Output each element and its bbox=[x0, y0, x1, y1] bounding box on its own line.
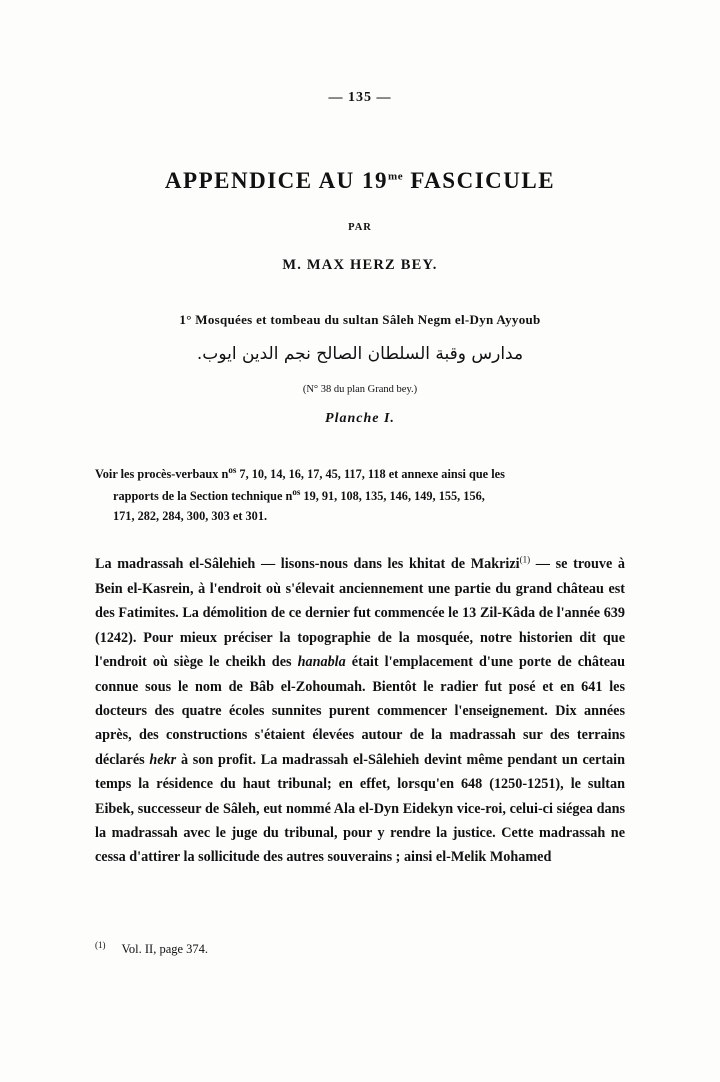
references-line2-sup: os bbox=[292, 486, 301, 497]
body-paragraph bbox=[95, 552, 625, 869]
footnote-reference: (1) bbox=[519, 554, 531, 565]
plan-note: (N° 38 du plan Grand bey.) bbox=[302, 383, 418, 395]
references-line2-wrap bbox=[95, 485, 625, 507]
footnote-text: Vol. II, page 374. bbox=[121, 942, 209, 957]
title-superscript: me bbox=[388, 170, 404, 183]
references-line1: Voir les procès-verbaux n bbox=[95, 466, 229, 481]
body-part1: La madrassah el-Sâlehieh — lisons-nous dans les khitat de Makrizi bbox=[95, 556, 520, 573]
footnote bbox=[95, 940, 625, 957]
footnote-marker: (1) bbox=[95, 940, 106, 950]
arabic-title: مدارس وقبة السلطان الصالح نجم الدين ايوب. bbox=[196, 344, 524, 364]
body-italic-hekr: hekr bbox=[149, 751, 177, 768]
page-number: — 135 — bbox=[328, 90, 392, 105]
section-heading: 1° Mosquées et tombeau du sultan Sâleh Negm el-Dyn Ayyoub bbox=[179, 312, 541, 327]
references-line2: rapports de la Section technique n bbox=[113, 488, 293, 503]
title-tail: FASCICULE bbox=[410, 168, 556, 193]
par-label: PAR bbox=[348, 222, 372, 233]
body-part4: à son profit. La madrassah el-Sâlehieh devint même pendant un certain temps la résidence du haut tribunal; en effet, lorsqu'en 648 (1250-1251), le sultan Eibek, successeur de Sâleh, eut nommé Ala el-Dyn Eidekyn vice-roi, celui-ci siégea dans la madrassah avec le juge du tribunal, pour y rendre la justice. Cette madrassah ne cessa d'attirer la sollicitude des autres souverains ; ainsi el-Melik Mohamed bbox=[95, 751, 625, 866]
references-line3: 171, 282, 284, 300, 303 et 301. bbox=[113, 508, 268, 523]
body-italic-hanabla: hanabla bbox=[297, 654, 346, 671]
body-part3: était l'emplacement d'une porte de château connue sous le nom de Bâb el-Zohoumah. Bientôt le radier fut posé et en 641 les docteurs des quatre écoles sunnites purent commencer l'enseignement. Dix années après, des constructions s'étaient élevées autour de la madrassah sur des terrains déclarés bbox=[95, 654, 625, 768]
body-part2: — se trouve à Bein el-Kasrein, à l'endroit où s'élevait anciennement une partie du grand château est des Fatimites. La démolition de ce dernier fut commencée le 13 Zil-Kâda de l'année 639 (1242). Pour mieux préciser la topographie de la mosquée, notre historien dit que l'endroit où siège le cheikh des bbox=[95, 556, 625, 671]
page-title bbox=[95, 168, 625, 194]
references-block bbox=[95, 463, 625, 527]
references-line1-sup: os bbox=[228, 464, 237, 475]
author-name: M. MAX HERZ BEY. bbox=[282, 257, 438, 273]
title-main: APPENDICE AU 19 bbox=[164, 168, 389, 193]
references-line1-cont: 7, 10, 14, 16, 17, 45, 117, 118 et annexe ainsi que les bbox=[236, 466, 505, 481]
page-content bbox=[95, 0, 625, 870]
plate-label: Planche I. bbox=[325, 410, 395, 426]
references-line2-cont: 19, 91, 108, 135, 146, 149, 155, 156, bbox=[300, 488, 485, 503]
